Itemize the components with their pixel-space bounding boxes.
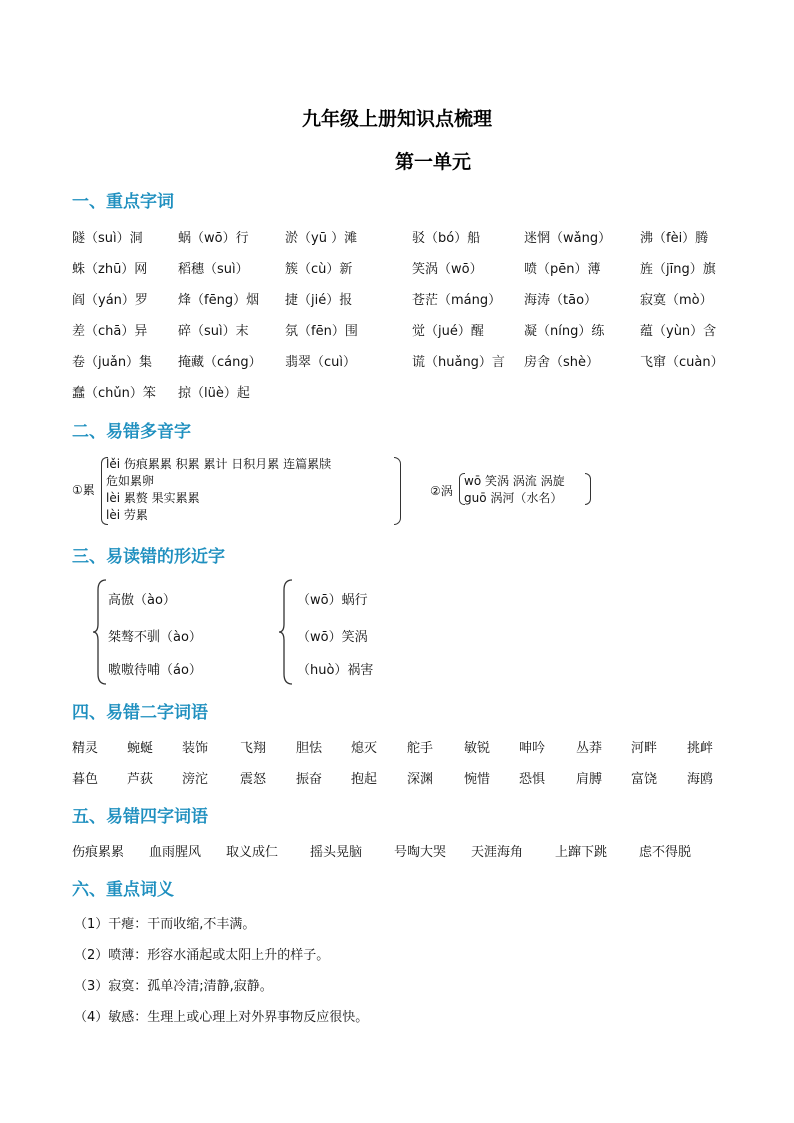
two-char-word: 震怒: [240, 772, 267, 787]
key-word-item: 差（chā）异: [72, 324, 148, 339]
two-char-word: 芦荻: [127, 772, 154, 787]
key-word-item: 阎（yán）罗: [72, 293, 148, 308]
two-char-word: 滂沱: [182, 772, 209, 787]
two-char-word: 振奋: [296, 772, 323, 787]
key-word-item: 驳（bó）船: [412, 231, 481, 246]
two-char-word: 熄灭: [351, 741, 378, 756]
lei-line-3: lèi 累赘 果实累累: [106, 491, 200, 505]
two-char-word: 惋惜: [464, 772, 491, 787]
wo-right-brace: [585, 473, 591, 505]
similar-right-3: （huò）祸害: [297, 663, 374, 678]
similar-left-1: 高傲（ào）: [108, 593, 176, 608]
key-word-item: 翡翠（cuì）: [285, 355, 356, 370]
lei-line-2: 危如累卵: [106, 474, 155, 488]
two-char-word: 暮色: [72, 772, 99, 787]
key-word-item: 捷（jié）报: [285, 293, 353, 308]
two-char-word: 舵手: [407, 741, 434, 756]
left-curly-brace: [92, 578, 108, 686]
key-word-item: 房舍（shè）: [524, 355, 600, 370]
key-word-item: 蕴（yùn）含: [640, 324, 717, 339]
lei-prefix: ①累: [72, 483, 95, 497]
two-char-word: 富饶: [631, 772, 658, 787]
key-word-item: 氛（fēn）围: [285, 324, 358, 339]
two-char-word: 敏锐: [464, 741, 491, 756]
two-char-word: 胆怯: [296, 741, 323, 756]
section-heading-four-char-words: 五、易错四字词语: [72, 807, 208, 827]
similar-right-1: （wō）蜗行: [297, 593, 368, 608]
key-word-item: 笑涡（wō）: [412, 262, 483, 277]
four-char-word: 摇头晃脑: [310, 845, 363, 860]
key-word-item: 蠢（chǔn）笨: [72, 386, 156, 401]
key-word-item: 苍茫（máng）: [412, 293, 502, 308]
key-word-item: 蛛（zhū）网: [72, 262, 148, 277]
four-char-word: 上蹿下跳: [555, 845, 608, 860]
right-curly-brace: [278, 578, 294, 686]
key-word-item: 海涛（tāo）: [524, 293, 598, 308]
two-char-word: 呻吟: [519, 741, 546, 756]
two-char-word: 蜿蜒: [127, 741, 154, 756]
lei-line-1: lěi 伤痕累累 积累 累计 日积月累 连篇累牍: [106, 457, 332, 471]
key-word-item: 淤（yū ）滩: [285, 231, 358, 246]
four-char-word: 血雨腥风: [149, 845, 202, 860]
key-word-item: 烽（fēng）烟: [178, 293, 260, 308]
wo-prefix: ②涡: [430, 484, 453, 498]
lei-right-brace: [394, 457, 401, 525]
lei-line-4: lèi 劳累: [106, 508, 148, 522]
two-char-word: 肩膊: [576, 772, 603, 787]
section-heading-key-words: 一、重点字词: [72, 192, 174, 212]
definition-2: （2）喷薄：形容水涌起或太阳上升的样子。: [74, 948, 330, 963]
two-char-word: 装饰: [182, 741, 209, 756]
section-heading-two-char-words: 四、易错二字词语: [72, 703, 208, 723]
two-char-word: 抱起: [351, 772, 378, 787]
key-word-item: 蜗（wō）行: [178, 231, 249, 246]
key-word-item: 卷（juǎn）集: [72, 355, 153, 370]
four-char-word: 天涯海角: [471, 845, 524, 860]
key-word-item: 喷（pēn）薄: [524, 262, 601, 277]
key-word-item: 碎（suì）末: [178, 324, 249, 339]
section-heading-similar-chars: 三、易读错的形近字: [72, 547, 225, 567]
two-char-word: 深渊: [407, 772, 434, 787]
two-char-word: 丛莽: [576, 741, 603, 756]
two-char-word: 精灵: [72, 741, 99, 756]
two-char-word: 恐惧: [519, 772, 546, 787]
similar-right-2: （wō）笑涡: [297, 630, 368, 645]
definition-3: （3）寂寞：孤单冷清;清静,寂静。: [74, 979, 273, 994]
two-char-word: 挑衅: [687, 741, 714, 756]
key-word-item: 迷惘（wǎng）: [524, 231, 612, 246]
key-word-item: 觉（jué）醒: [412, 324, 484, 339]
four-char-word: 号啕大哭: [394, 845, 447, 860]
two-char-word: 海鸥: [687, 772, 714, 787]
key-word-item: 掩藏（cáng）: [178, 355, 262, 370]
key-word-item: 凝（níng）练: [524, 324, 605, 339]
two-char-word: 河畔: [631, 741, 658, 756]
key-word-item: 稻穗（suì）: [178, 262, 249, 277]
similar-left-3: 嗷嗷待哺（áo）: [108, 663, 202, 678]
definition-4: （4）敏感：生理上或心理上对外界事物反应很快。: [74, 1010, 369, 1025]
definition-1: （1）干瘪：干而收缩,不丰满。: [74, 917, 256, 932]
four-char-word: 伤痕累累: [72, 845, 125, 860]
unit-title: 第一单元: [395, 151, 472, 173]
section-heading-definitions: 六、重点词义: [72, 880, 174, 900]
wo-line-1: wō 笑涡 涡流 涡旋: [464, 474, 565, 488]
four-char-word: 取义成仁: [226, 845, 279, 860]
key-word-item: 谎（huǎng）言: [412, 355, 505, 370]
key-word-item: 沸（fèi）腾: [640, 231, 709, 246]
key-word-item: 旌（jīng）旗: [640, 262, 716, 277]
page-title: 九年级上册知识点梳理: [301, 108, 492, 130]
key-word-item: 簇（cù）新: [285, 262, 353, 277]
four-char-word: 虑不得脱: [639, 845, 692, 860]
key-word-item: 掠（lüè）起: [178, 386, 250, 401]
key-word-item: 寂寞（mò）: [640, 293, 713, 308]
key-word-item: 隧（suì）洞: [72, 231, 143, 246]
section-heading-polyphones: 二、易错多音字: [72, 422, 191, 442]
key-word-item: 飞窜（cuàn）: [640, 355, 724, 370]
wo-line-2: guō 涡河（水名）: [464, 491, 563, 505]
similar-left-2: 桀骜不驯（ào）: [108, 630, 202, 645]
two-char-word: 飞翔: [240, 741, 267, 756]
